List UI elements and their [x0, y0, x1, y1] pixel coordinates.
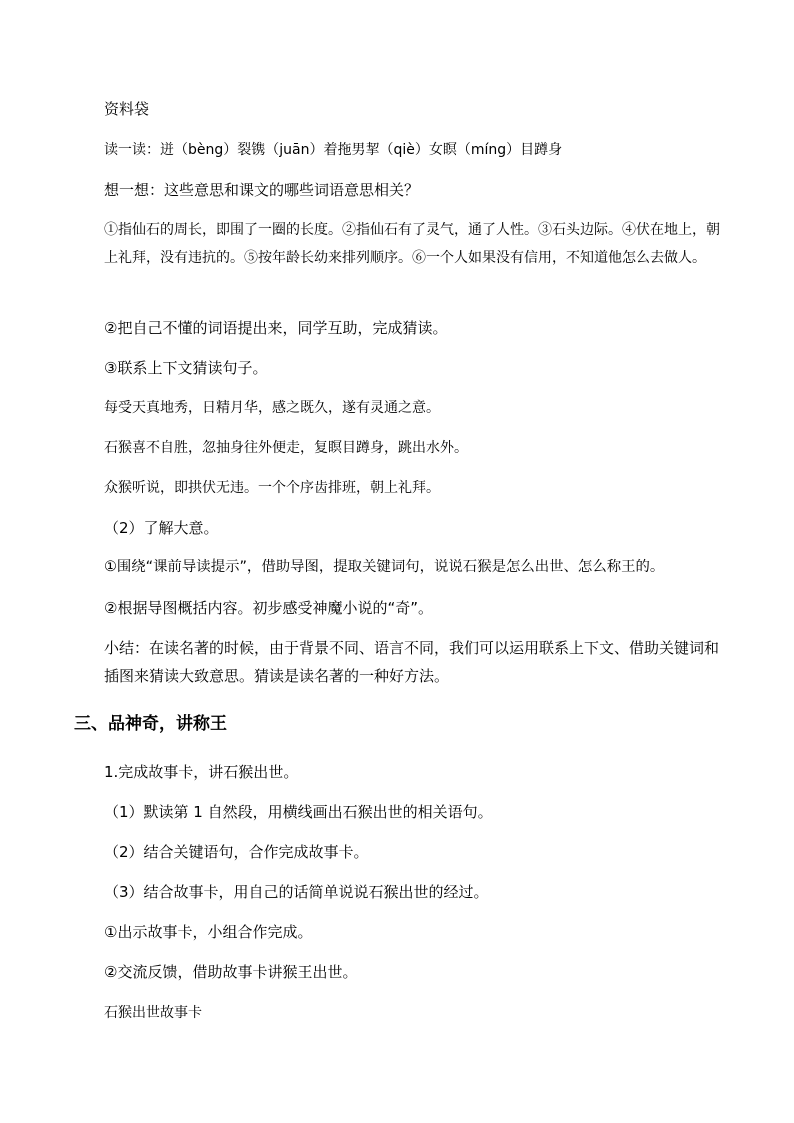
think-line: 想一想：这些意思和课文的哪些词语意思相关？: [104, 181, 420, 199]
section-2-item-2: ②根据导图概括内容。初步感受神魔小说的“奇”。: [104, 599, 433, 617]
resource-bag-title: 资料袋: [104, 100, 150, 118]
task-1-b: （2）结合关键语句，合作完成故事卡。: [104, 843, 369, 861]
step-2: ②把自己不懂的词语提出来，同学互助，完成猜读。: [104, 319, 448, 337]
read-line: 读一读：迸（bèng）裂镌（juān）着拖男挈（qiè）女瞑（míng）目蹲身: [104, 142, 563, 158]
task-1: 1.完成故事卡，讲石猴出世。: [104, 763, 299, 781]
quote-1: 每受天真地秀，日精月华，感之既久，遂有灵通之意。: [104, 400, 440, 416]
task-1-c: （3）结合故事卡，用自己的话简单说说石猴出世的经过。: [104, 883, 489, 901]
section-2-item-1: ①围绕“课前导读提示”，借助导图，提取关键词句，说说石猴是怎么出世、怎么称王的。: [104, 559, 665, 575]
section-2: （2）了解大意。: [104, 519, 219, 537]
meanings-paragraph: ①指仙石的周长，即围了一圈的长度。②指仙石有了灵气，通了人性。③石头边际。④伏在地上，朝上礼拜，没有违抗的。⑤按年龄长幼来排列顺序。⑥一个人如果没有信用，不知道他怎么去做人。: [104, 222, 720, 266]
task-1-a: （1）默读第 1 自然段，用横线画出石猴出世的相关语句。: [104, 803, 493, 821]
quote-3: 众猴听说，即拱伏无违。一个个序齿排班，朝上礼拜。: [104, 480, 440, 496]
task-1-c-2: ②交流反馈，借助故事卡讲猴王出世。: [104, 963, 358, 981]
quote-2: 石猴喜不自胜，忽抽身往外便走，复瞑目蹲身，跳出水外。: [104, 440, 468, 456]
section-heading-3: 三、品神奇，讲称王: [74, 714, 227, 734]
task-1-c-1: ①出示故事卡，小组合作完成。: [104, 923, 313, 941]
step-3: ③联系上下文猜读句子。: [104, 359, 268, 377]
summary-paragraph: 小结：在读名著的时候，由于背景不同、语言不同，我们可以运用联系上下文、借助关键词和插图来猜读大致意思。猜读是读名著的一种好方法。: [104, 639, 720, 685]
story-card-title: 石猴出世故事卡: [104, 1005, 202, 1021]
